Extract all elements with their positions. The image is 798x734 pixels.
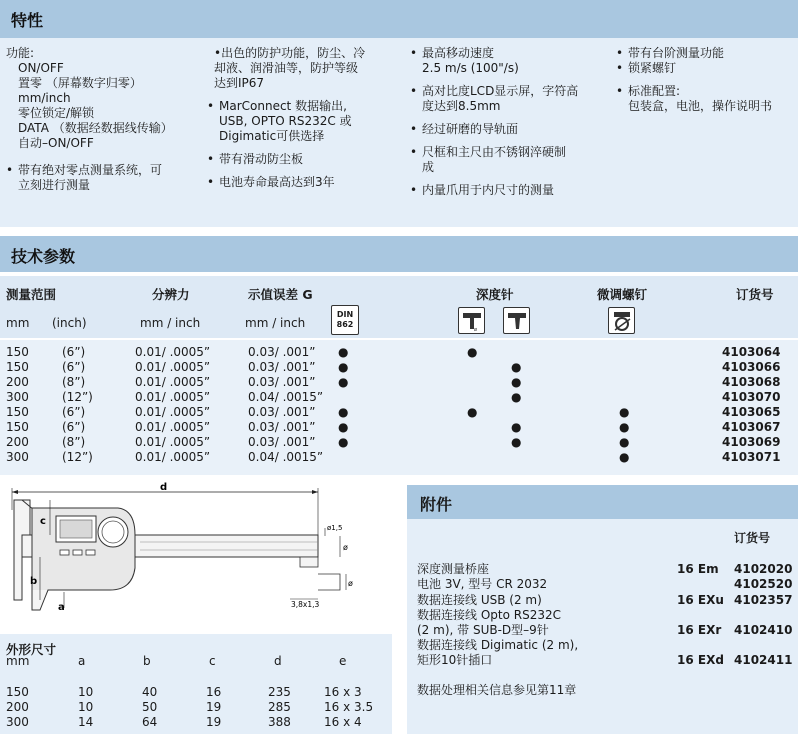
- dimensions-panel: [0, 634, 392, 734]
- cell-error: 0.03/ .001”: [248, 420, 316, 434]
- dim-header: e: [339, 654, 347, 668]
- cell-error: 0.03/ .001”: [248, 360, 316, 374]
- depth-rod-flat-icon: [458, 307, 485, 334]
- cell-resolution: 0.01/ .0005”: [135, 435, 211, 449]
- tech-table-header: [0, 276, 798, 338]
- feature-text: 带有台阶测量功能: [628, 46, 725, 60]
- tech-row: [0, 345, 798, 360]
- dimension-cell: 50: [142, 700, 158, 714]
- dimension-cell: 19: [206, 700, 222, 714]
- dimension-cell: 19: [206, 715, 222, 729]
- feature-text: Digimatic可供选择: [219, 129, 325, 143]
- feature-text: 电池寿命最高达到3年: [219, 175, 335, 189]
- dim-header: c: [209, 654, 216, 668]
- tech-row: [0, 375, 798, 390]
- cell-order-number: 4103068: [722, 375, 781, 389]
- dot-din: ●: [338, 420, 349, 434]
- dot-din: ●: [338, 345, 349, 359]
- col-range: 测量范围: [6, 287, 57, 302]
- cell-inch: (12”): [62, 390, 93, 404]
- feature-text: 2.5 m/s (100"/s): [422, 61, 519, 75]
- dot-din: ●: [338, 435, 349, 449]
- din-number: 862: [336, 320, 354, 329]
- feature-text: USB, OPTO RS232C 或: [219, 114, 352, 128]
- accessory-order: 4102411: [734, 653, 793, 667]
- accessory-code: 16 Em: [677, 562, 719, 576]
- tech-header: [0, 236, 798, 272]
- bullet-icon: •: [616, 84, 624, 98]
- cell-mm: 150: [6, 345, 29, 359]
- cell-error: 0.03/ .001”: [248, 435, 316, 449]
- bullet-icon: •: [410, 46, 418, 60]
- accessories-panel: [407, 519, 798, 734]
- accessory-line: 深度测量桥座: [417, 562, 490, 576]
- features-header: [0, 0, 798, 38]
- cell-inch: (8”): [62, 435, 86, 449]
- feature-bullet: [616, 61, 796, 76]
- dimension-cell: 200: [6, 700, 29, 714]
- dimension-cell: 300: [6, 715, 29, 729]
- accessory-line: 数据连接线 USB (2 m): [417, 593, 542, 607]
- dimension-cell: 16 x 3: [324, 685, 362, 699]
- dot-d2: ●: [511, 390, 522, 404]
- dot-fine: ●: [619, 435, 630, 449]
- dot-din: ●: [338, 360, 349, 374]
- feature-text: 经过研磨的导轨面: [422, 122, 519, 136]
- accessory-order: 4102410: [734, 623, 793, 637]
- feature-bullet: [616, 84, 796, 114]
- dimension-cell: 16 x 4: [324, 715, 362, 729]
- cell-mm: 200: [6, 375, 29, 389]
- feature-text: 高对比度LCD显示屏，字符高: [422, 84, 579, 98]
- dimension-cell: 10: [78, 700, 94, 714]
- accessory-code: 16 EXr: [677, 623, 722, 637]
- features-title: 特性: [11, 11, 44, 30]
- dim-header: d: [274, 654, 282, 668]
- cell-error: 0.04/ .0015”: [248, 390, 324, 404]
- feature-bullet: [410, 183, 610, 198]
- caliper-drawing: [0, 480, 392, 630]
- feature-text: 尺框和主尺由不锈钢淬硬制: [422, 145, 567, 159]
- label-phi1: ø: [343, 543, 348, 552]
- cell-mm: 150: [6, 405, 29, 419]
- functions-heading: 功能:: [6, 46, 35, 60]
- tech-row: [0, 420, 798, 435]
- label-d: d: [160, 482, 168, 493]
- accessory-order: 4102357: [734, 593, 793, 607]
- dot-din: ●: [338, 375, 349, 389]
- dim-header: a: [78, 654, 86, 668]
- dot-fine: ●: [619, 450, 630, 464]
- tech-title: 技术参数: [11, 247, 76, 266]
- dot-fine: ●: [619, 420, 630, 434]
- dimensions-header-row: [0, 654, 392, 668]
- cell-resolution: 0.01/ .0005”: [135, 375, 211, 389]
- function-item: ON/OFF: [18, 61, 64, 75]
- feature-bullet: [410, 46, 610, 76]
- label-phi15: ø1,5: [327, 524, 343, 532]
- dimension-cell: 40: [142, 685, 158, 699]
- bullet-icon: •: [6, 163, 14, 177]
- dimensions-row: [0, 700, 392, 714]
- cell-order-number: 4103065: [722, 405, 781, 419]
- dot-d1: ●: [467, 405, 478, 419]
- bullet-icon: •: [410, 122, 418, 136]
- dimension-cell: 10: [78, 685, 94, 699]
- features-column-1: [6, 46, 202, 193]
- features-column-2: [207, 46, 403, 198]
- tech-row: [0, 450, 798, 465]
- dot-d2: ●: [511, 435, 522, 449]
- label-c: c: [40, 516, 46, 527]
- label-b: b: [30, 576, 38, 587]
- unit-err: mm / inch: [245, 316, 306, 330]
- function-item: DATA （数据经数据线传输）: [18, 121, 173, 135]
- feature-text: 度达到8.5mm: [422, 99, 501, 113]
- cell-order-number: 4103067: [722, 420, 781, 434]
- accessory-order: 4102520: [734, 577, 793, 591]
- feature-bullet: [616, 46, 796, 61]
- dimension-cell: 16 x 3.5: [324, 700, 374, 714]
- cell-resolution: 0.01/ .0005”: [135, 360, 211, 374]
- col-error: 示值误差 G: [248, 287, 313, 302]
- dot-din: ●: [338, 405, 349, 419]
- feature-bullet: [207, 46, 403, 91]
- cell-inch: (12”): [62, 450, 93, 464]
- bullet-icon: •: [410, 84, 418, 98]
- cell-mm: 300: [6, 390, 29, 404]
- accessories-order-label: 订货号: [734, 531, 771, 545]
- dot-d2: ●: [511, 375, 522, 389]
- accessory-order: 4102020: [734, 562, 793, 576]
- accessories-note: 数据处理相关信息参见第11章: [417, 683, 577, 697]
- accessory-code: 16 EXd: [677, 653, 724, 667]
- col-fine: 微调螺钉: [597, 287, 648, 302]
- cell-resolution: 0.01/ .0005”: [135, 450, 211, 464]
- tech-row: [0, 435, 798, 450]
- feature-text: 内量爪用于内尺寸的测量: [422, 183, 555, 197]
- cell-inch: (8”): [62, 375, 86, 389]
- dim-header: b: [143, 654, 151, 668]
- feature-text: 包装盒，电池，操作说明书: [628, 99, 773, 113]
- label-phi2: ø: [348, 579, 353, 588]
- cell-error: 0.03/ .001”: [248, 375, 316, 389]
- dimensions-title: 外形尺寸: [6, 642, 57, 657]
- feature-bullet: [6, 163, 202, 193]
- depth-rod-point-icon: [503, 307, 530, 334]
- feature-text: •出色的防护功能，防尘、冷: [214, 46, 366, 60]
- feature-bullet: [410, 122, 610, 137]
- unit-inch: (inch): [52, 316, 87, 330]
- cell-order-number: 4103064: [722, 345, 781, 359]
- label-thread: 3,8x1,3: [291, 600, 320, 609]
- tech-row: [0, 390, 798, 405]
- feature-text: 带有滑动防尘板: [219, 152, 304, 166]
- feature-text: 最高移动速度: [422, 46, 495, 60]
- cell-resolution: 0.01/ .0005”: [135, 405, 211, 419]
- cell-inch: (6”): [62, 420, 86, 434]
- dimension-cell: 64: [142, 715, 158, 729]
- feature-text: MarConnect 数据输出,: [219, 99, 347, 113]
- cell-inch: (6”): [62, 405, 86, 419]
- feature-bullet: [207, 152, 403, 167]
- dimensions-row: [0, 715, 392, 729]
- feature-text: 却液、润滑油等，防护等级: [214, 61, 359, 75]
- feature-text: 成: [422, 160, 435, 174]
- dimensions-row: [0, 685, 392, 699]
- dimension-cell: 388: [268, 715, 291, 729]
- cell-resolution: 0.01/ .0005”: [135, 420, 211, 434]
- dimension-cell: 14: [78, 715, 94, 729]
- feature-text: 立刻进行测量: [18, 178, 91, 192]
- dimension-cell: 235: [268, 685, 291, 699]
- tech-row: [0, 360, 798, 375]
- svg-text:ø: ø: [474, 327, 478, 333]
- cell-error: 0.04/ .0015”: [248, 450, 324, 464]
- col-resolution: 分辨力: [152, 287, 190, 302]
- cell-error: 0.03/ .001”: [248, 345, 316, 359]
- function-item: 置零 （屏幕数字归零）: [18, 76, 142, 90]
- accessory-line: 数据连接线 Digimatic (2 m),: [417, 638, 579, 652]
- bullet-icon: •: [616, 61, 624, 75]
- fine-adjust-icon: [608, 307, 635, 334]
- arrow-left: [12, 490, 18, 494]
- col-order: 订货号: [736, 287, 774, 302]
- cell-resolution: 0.01/ .0005”: [135, 390, 211, 404]
- feature-text: 标准配置:: [628, 84, 681, 98]
- cell-order-number: 4103070: [722, 390, 781, 404]
- cell-mm: 150: [6, 360, 29, 374]
- cell-inch: (6”): [62, 345, 86, 359]
- feature-text: 锁紧螺钉: [628, 61, 677, 75]
- tech-table-body: [0, 340, 798, 475]
- unit-res: mm / inch: [140, 316, 201, 330]
- dot-fine: ●: [619, 405, 630, 419]
- bullet-icon: •: [207, 152, 215, 166]
- function-item: 零位锁定/解锁: [18, 106, 95, 120]
- tech-row: [0, 405, 798, 420]
- din-862-icon: [331, 305, 359, 335]
- cell-resolution: 0.01/ .0005”: [135, 345, 211, 359]
- dot-d1: ●: [467, 345, 478, 359]
- bullet-icon: •: [207, 99, 215, 113]
- feature-text: 达到IP67: [214, 76, 265, 90]
- bullet-icon: •: [616, 46, 624, 60]
- accessory-line: 电池 3V, 型号 CR 2032: [417, 577, 548, 591]
- cell-error: 0.03/ .001”: [248, 405, 316, 419]
- dot-d2: ●: [511, 360, 522, 374]
- bullet-icon: •: [207, 175, 215, 189]
- cell-inch: (6”): [62, 360, 86, 374]
- cell-order-number: 4103069: [722, 435, 781, 449]
- dim-header: mm: [6, 654, 30, 668]
- function-item: mm/inch: [18, 91, 71, 105]
- function-item: 自动–ON/OFF: [18, 136, 94, 150]
- accessory-line: 矩形10针插口: [417, 653, 493, 667]
- thumb-wheel: [98, 517, 128, 547]
- features-column-3: [410, 46, 610, 206]
- feature-bullet: [410, 84, 610, 114]
- accessories-header: [407, 485, 798, 519]
- caliper-diagram: [0, 480, 392, 630]
- feature-bullet: [410, 145, 610, 175]
- cell-order-number: 4103066: [722, 360, 781, 374]
- unit-mm: mm: [6, 316, 30, 330]
- feature-text: 带有绝对零点测量系统，可: [18, 163, 163, 177]
- cell-mm: 300: [6, 450, 29, 464]
- accessory-line: (2 m), 带 SUB-D型–9针: [417, 623, 549, 637]
- dimension-cell: 16: [206, 685, 222, 699]
- accessories-title: 附件: [420, 495, 453, 514]
- bullet-icon: •: [410, 183, 418, 197]
- features-panel: [0, 38, 798, 227]
- feature-bullet: [207, 175, 403, 190]
- feature-bullet: [207, 99, 403, 144]
- bullet-icon: •: [410, 145, 418, 159]
- col-depth: 深度针: [476, 287, 514, 302]
- cell-mm: 150: [6, 420, 29, 434]
- cell-mm: 200: [6, 435, 29, 449]
- accessory-line: 数据连接线 Opto RS232C: [417, 608, 561, 622]
- features-column-4: [616, 46, 796, 122]
- dimension-cell: 150: [6, 685, 29, 699]
- arrow-right: [312, 490, 318, 494]
- dimension-cell: 285: [268, 700, 291, 714]
- dot-d2: ●: [511, 420, 522, 434]
- din-label: DIN: [336, 310, 354, 319]
- accessory-code: 16 EXu: [677, 593, 724, 607]
- depth-rod: [300, 557, 318, 567]
- cell-order-number: 4103071: [722, 450, 781, 464]
- label-a: a: [58, 602, 65, 613]
